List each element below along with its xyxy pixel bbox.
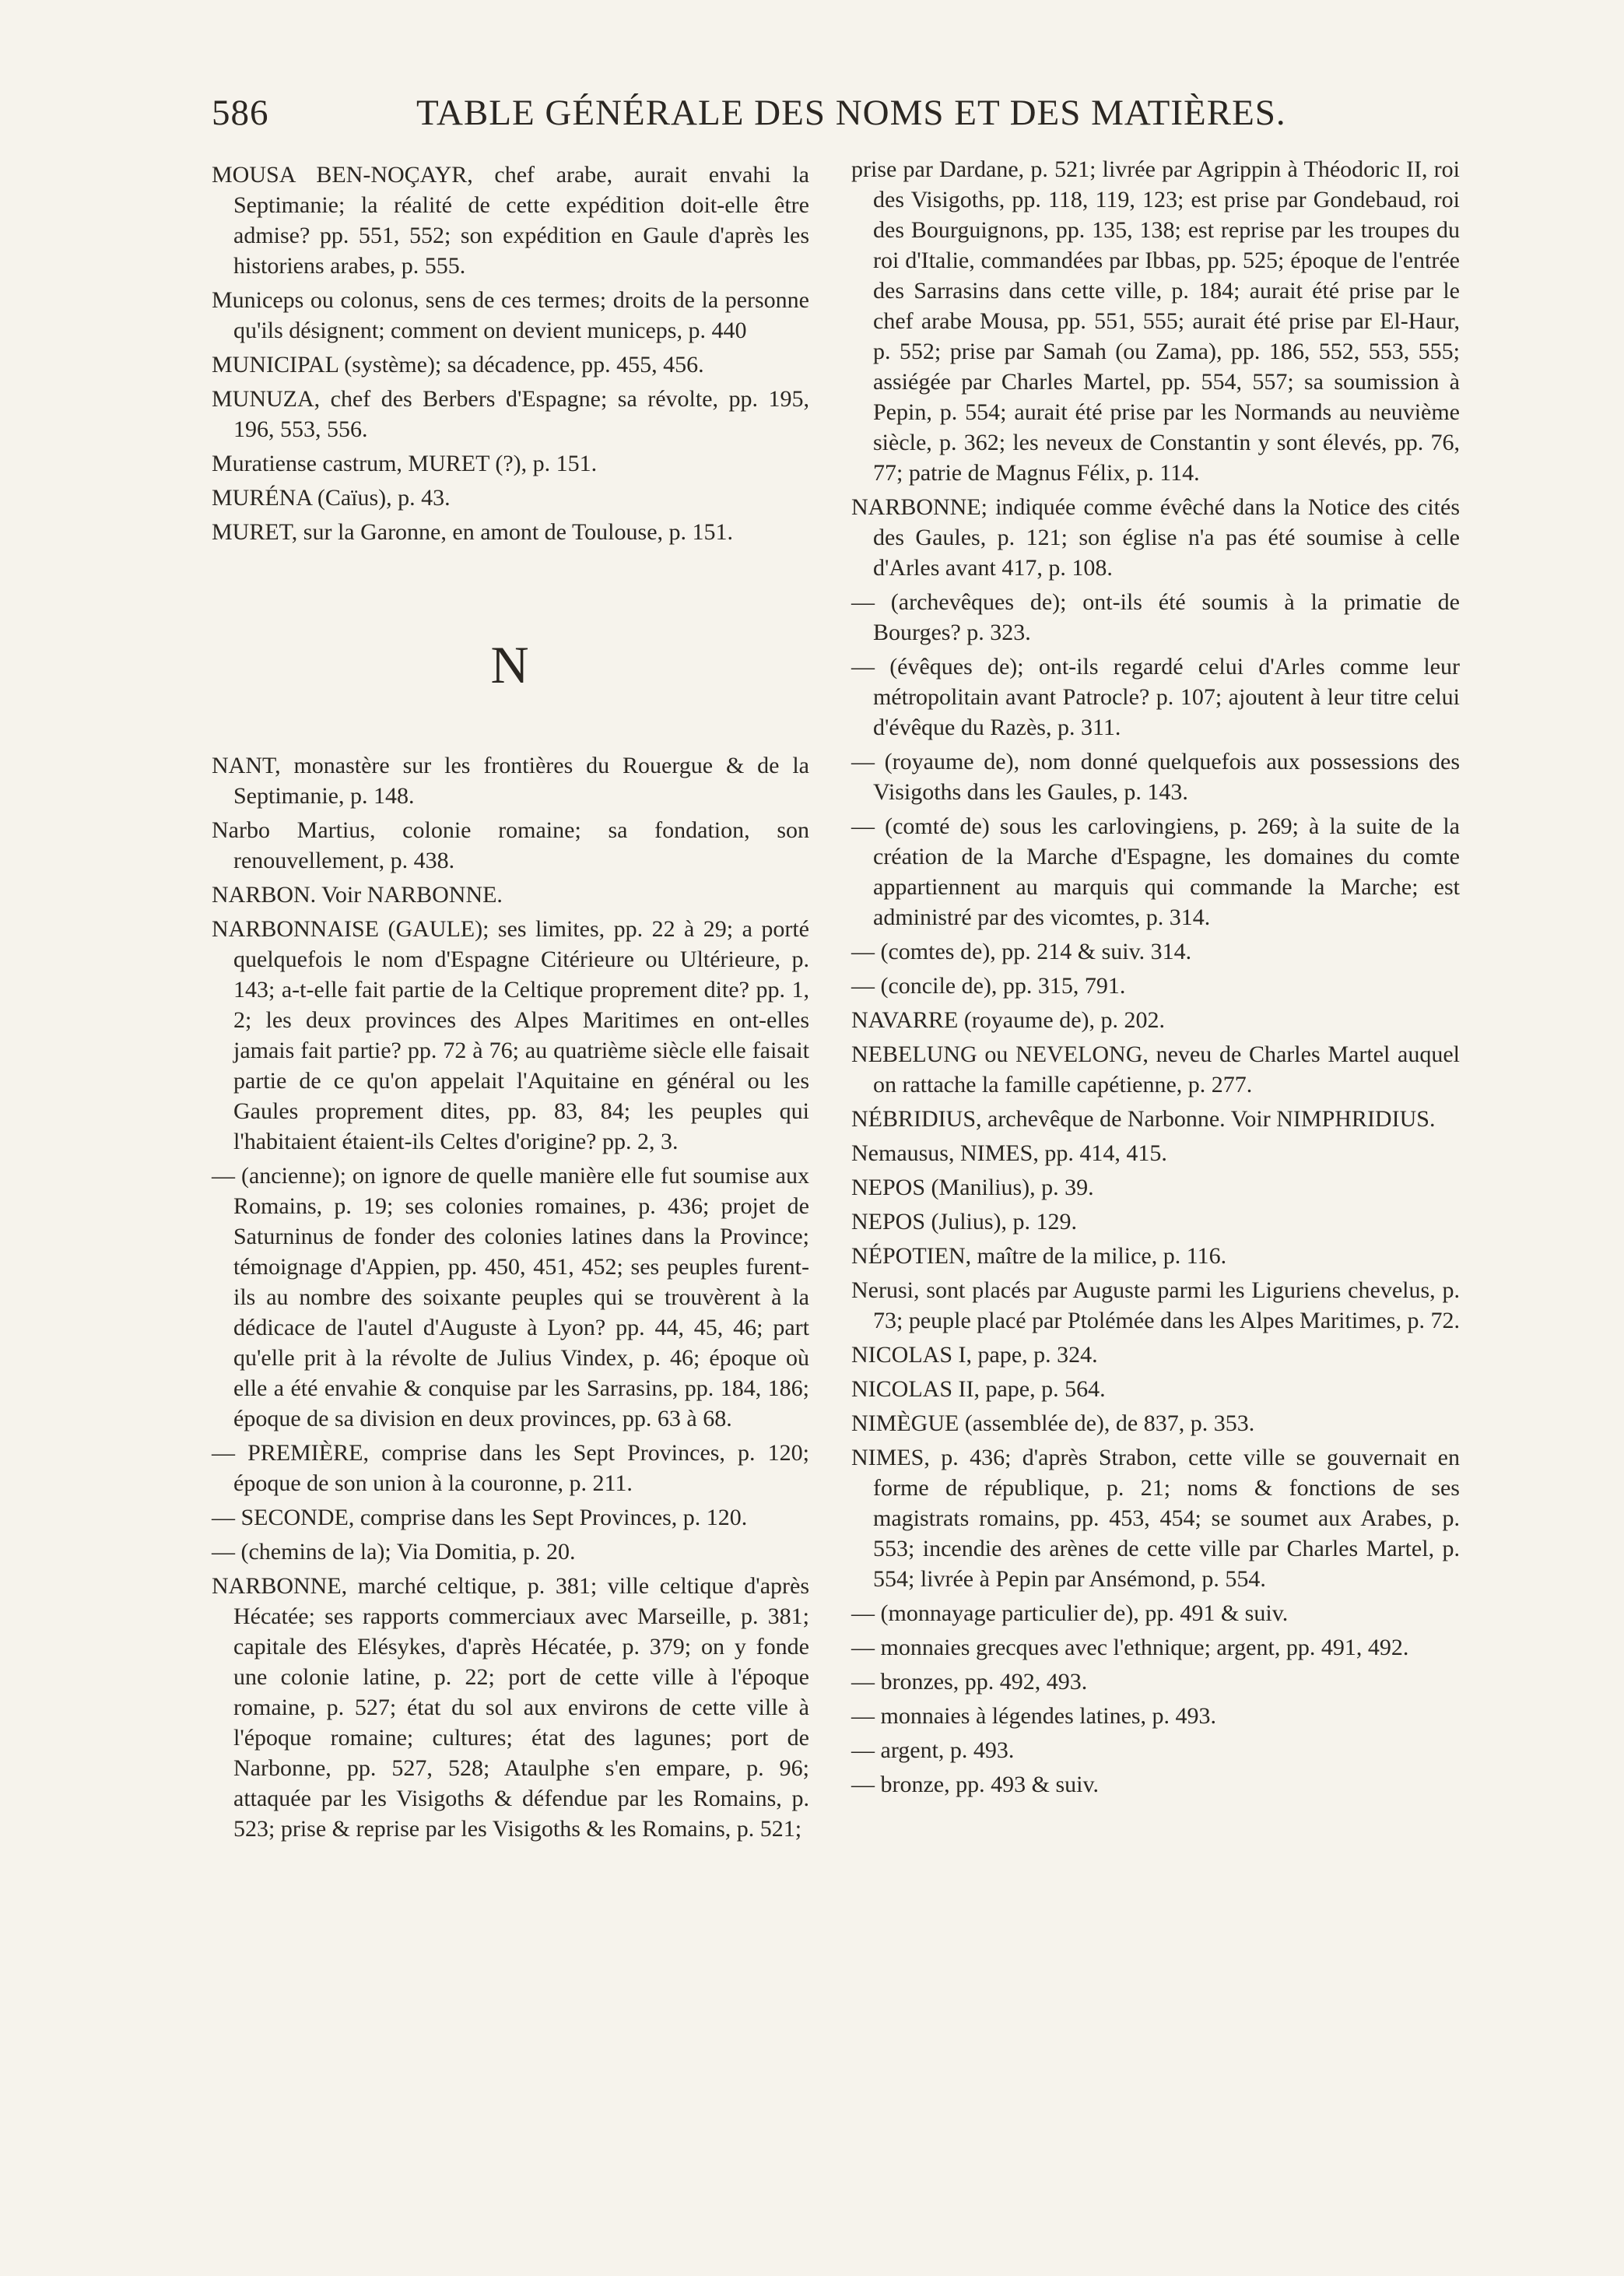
index-entry: NARBONNE; indiquée comme évêché dans la Notice des cités des Gaules, p. 121; son église n'a pas été soumise à celle d'Arles avant 417, p. 108. — [851, 494, 1460, 581]
entries-m — [212, 160, 809, 547]
index-entry: NIMÈGUE (assemblée de), de 837, p. 353. — [851, 1410, 1255, 1436]
index-entry: — PREMIÈRE, comprise dans les Sept Provinces, p. 120; époque de son union à la couronne, p. 211. — [212, 1440, 809, 1496]
index-entry: MOUSA BEN-NOÇAYR, chef arabe, aurait envahi la Septimanie; la réalité de cette expédition doit-elle être admise? pp. 551, 552; son expédition en Gaule d'après les historiens arabes, p. 555. — [212, 162, 809, 279]
index-entry: — (comté de) sous les carlovingiens, p. 269; à la suite de la création de la Marche d'Espagne, les domaines du comte appartiennent au marquis qui commande la Marche; est administré par des vicomtes, p. 314. — [851, 813, 1460, 930]
index-entry: NARBON. Voir NARBONNE. — [212, 882, 503, 908]
left-column — [212, 160, 809, 1848]
index-entry: NICOLAS II, pape, p. 564. — [851, 1376, 1106, 1402]
index-entry: NAVARRE (royaume de), p. 202. — [851, 1007, 1166, 1033]
index-entry: NARBONNE, marché celtique, p. 381; ville celtique d'après Hécatée; ses rapports commerciaux avec Marseille, p. 381; capitale des Elésykes, d'après Hécatée, p. 379; on y fonde une colonie latine, p. 22; port de cette ville à l'époque romaine, p. 527; état du sol aux environs de cette ville à l'époque romaine; cultures; état des lagunes; port de Narbonne, pp. 527, 528; Ataulphe s'en empare, p. 96; attaquée par les Visigoths & défendue par les Romains, p. 523; prise & reprise par les Visigoths & les Romains, p. 521; — [212, 1573, 809, 1842]
index-entry: Narbo Martius, colonie romaine; sa fondation, son renouvellement, p. 438. — [212, 817, 809, 873]
index-entry: — (ancienne); on ignore de quelle manière elle fut soumise aux Romains, p. 19; ses colonies romaines, p. 436; projet de Saturninus de fonder des colonies latines dans la Province; témoignage d'Appien, pp. 450, 451, 452; ses peuples furent-ils au nombre des soixante peuples qui se trouvèrent à la dédicace de l'autel d'Auguste à Lyon? pp. 44, 45, 46; part qu'elle prit à la révolte de Julius Vindex, p. 46; époque où elle a été envahie & conquise par les Sarrasins, pp. 184, 186; époque de sa division en deux provinces, pp. 63 à 68. — [212, 1163, 809, 1431]
index-entry: prise par Dardane, p. 521; livrée par Agrippin à Théodoric II, roi des Visigoths, pp. 118, 119, 123; est prise par Gondebaud, roi des Bourguignons, pp. 135, 138; est reprise par les troupes du roi d'Italie, commandées par Ibbas, pp. 525; époque de l'entrée des Sarrasins dans cette ville, p. 184; aurait été prise par le chef arabe Mousa, pp. 551, 555; aurait été prise par El-Haur, p. 552; prise par Samah (ou Zama), pp. 186, 552, 553, 555; assiégée par Charles Martel, pp. 554, 557; sa soumission à Pepin, p. 554; aurait été prise par les Normands au neuvième siècle, p. 362; les neveux de Constantin y sont élevés, pp. 76, 77; patrie de Magnus Félix, p. 114. — [851, 156, 1460, 486]
page-header — [212, 92, 1286, 139]
index-entry: NICOLAS I, pape, p. 324. — [851, 1342, 1098, 1368]
index-entry: — (concile de), pp. 315, 791. — [851, 973, 1126, 999]
index-entry: — bronze, pp. 493 & suiv. — [851, 1772, 1100, 1797]
page-title: TABLE GÉNÉRALE DES NOMS ET DES MATIÈRES. — [416, 93, 1286, 133]
index-entry: — (monnayage particulier de), pp. 491 & suiv. — [851, 1600, 1289, 1626]
index-entry: MURET, sur la Garonne, en amont de Toulouse, p. 151. — [212, 519, 734, 545]
index-entry: — (royaume de), nom donné quelquefois aux possessions des Visigoths dans les Gaules, p. 143. — [851, 749, 1460, 805]
index-entry: NÉPOTIEN, maître de la milice, p. 116. — [851, 1243, 1227, 1269]
index-entry: — monnaies grecques avec l'ethnique; argent, pp. 491, 492. — [851, 1635, 1409, 1660]
index-entry: MUNUZA, chef des Berbers d'Espagne; sa révolte, pp. 195, 196, 553, 556. — [212, 386, 809, 442]
index-entry: — (comtes de), pp. 214 & suiv. 314. — [851, 939, 1192, 964]
index-entry: — (chemins de la); Via Domitia, p. 20. — [212, 1539, 576, 1565]
index-entry: NIMES, p. 436; d'après Strabon, cette ville se gouvernait en forme de république, p. 21; noms & fonctions de ses magistrats romains, pp. 453, 454; se soumet aux Arabes, p. 553; incendie des arènes de cette ville par Charles Martel, p. 554; livrée à Pepin par Ansémond, p. 554. — [851, 1445, 1460, 1592]
index-entry: NEBELUNG ou NEVELONG, neveu de Charles Martel auquel on rattache la famille capétienne, p. 277. — [851, 1041, 1460, 1098]
index-entry: NANT, monastère sur les frontières du Rouergue & de la Septimanie, p. 148. — [212, 753, 809, 809]
index-entry: NEPOS (Julius), p. 129. — [851, 1209, 1078, 1235]
index-entry: — (évêques de); ont-ils regardé celui d'Arles comme leur métropolitain avant Patrocle? p. 107; ajoutent à leur titre celui d'évêque du Razès, p. 311. — [851, 654, 1460, 740]
index-entry: Muratiense castrum, MURET (?), p. 151. — [212, 451, 598, 476]
index-entry: MURÉNA (Caïus), p. 43. — [212, 485, 451, 511]
entries-n — [212, 750, 809, 1844]
index-entry: Nerusi, sont placés par Auguste parmi les Liguriens chevelus, p. 73; peuple placé par Ptolémée dans les Alpes Maritimes, p. 72. — [851, 1277, 1460, 1333]
page-number: 586 — [212, 93, 269, 133]
index-entry: Nemausus, NIMES, pp. 414, 415. — [851, 1140, 1167, 1166]
index-entry: NARBONNAISE (GAULE); ses limites, pp. 22 à 29; a porté quelquefois le nom d'Espagne Citérieure ou Ultérieure, p. 143; a-t-elle fait partie de la Celtique proprement dite? pp. 1, 2; les deux provinces des Alpes Maritimes en ont-elles jamais fait partie? pp. 72 à 76; au quatrième siècle elle faisait partie de ce qu'on appelait l'Aquitaine en général ou les Gaules proprement dites, pp. 83, 84; les peuples qui l'habitaient étaient-ils Celtes d'origine? pp. 2, 3. — [212, 916, 809, 1154]
index-entry: — SECONDE, comprise dans les Sept Provinces, p. 120. — [212, 1505, 748, 1530]
index-entry: — monnaies à légendes latines, p. 493. — [851, 1703, 1217, 1729]
index-entry: MUNICIPAL (système); sa décadence, pp. 455, 456. — [212, 352, 704, 378]
index-entry: — argent, p. 493. — [851, 1737, 1015, 1763]
index-entry: NEPOS (Manilius), p. 39. — [851, 1175, 1094, 1200]
index-entry: NÉBRIDIUS, archevêque de Narbonne. Voir NIMPHRIDIUS. — [851, 1106, 1436, 1132]
index-entry: — bronzes, pp. 492, 493. — [851, 1669, 1088, 1695]
index-entry: — (archevêques de); ont-ils été soumis à la primatie de Bourges? p. 323. — [851, 589, 1460, 645]
right-column — [851, 154, 1460, 1804]
index-entry: Municeps ou colonus, sens de ces termes; droits de la personne qu'ils désignent; comment on devient municeps, p. 440 — [212, 287, 809, 343]
section-letter-n: N — [490, 635, 531, 694]
